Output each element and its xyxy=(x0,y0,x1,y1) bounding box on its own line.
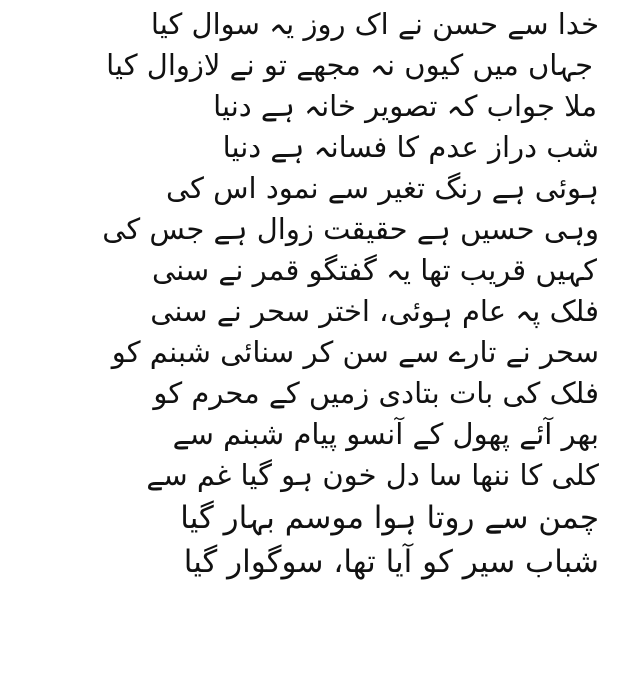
poem-line: خدا سے حسن نے اک روز یہ سوال کیا xyxy=(150,7,599,41)
poem-line: فلک کی بات بتادی زمیں کے محرم کو xyxy=(153,376,599,410)
poem-line: بھر آئے پھول کے آنسو پیام شبنم سے xyxy=(172,417,599,451)
poem-line: کلی کا ننھا سا دل خون ہو گیا غم سے xyxy=(146,458,599,492)
poem-line: شباب سیر کو آیا تھا، سوگوار گیا xyxy=(183,544,599,580)
poem-line: سحر نے تارے سے سن کر سنائی شبنم کو xyxy=(111,335,599,369)
poem-line: چمن سے روتا ہوا موسم بہار گیا xyxy=(180,500,599,536)
poem-line: ہوئی ہے رنگ تغیر سے نمود اس کی xyxy=(165,171,599,205)
poem-line: کہیں قریب تھا یہ گفتگو قمر نے سنی xyxy=(151,253,597,287)
poem-line: شب دراز عدم کا فسانہ ہے دنیا xyxy=(222,130,599,164)
poem-line: ملا جواب کہ تصویر خانہ ہے دنیا xyxy=(213,89,597,123)
poem-line: جہاں میں کیوں نہ مجھے تو نے لازوال کیا xyxy=(106,48,593,82)
poem-line: وہی حسیں ہے حقیقت زوال ہے جس کی xyxy=(102,212,599,246)
poem-line: فلک پہ عام ہوئی، اختر سحر نے سنی xyxy=(150,294,599,328)
urdu-poem xyxy=(9,4,599,584)
